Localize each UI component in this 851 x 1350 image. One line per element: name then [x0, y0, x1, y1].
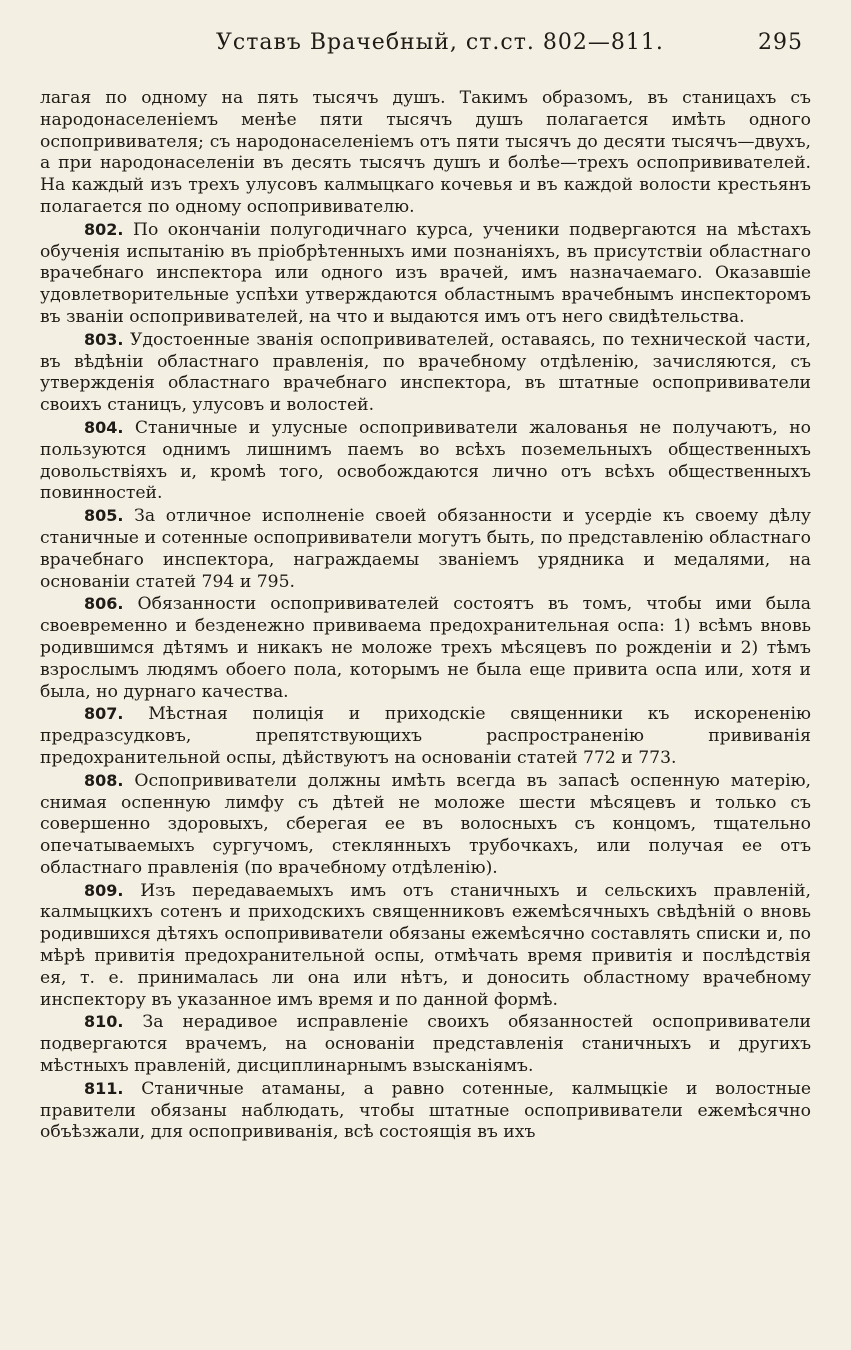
- paragraph-text: По окончаніи полугодичнаго курса, ученики подвергаются на мѣстахъ обученія испытанію въ пріобрѣтенныхъ ими познаніяхъ, въ присутствіи областнаго врачебнаго инспектора или одного изъ врачей, имъ назначаемаго. Оказавшіе удовлетворительные успѣхи утверждаются областнымъ врачебнымъ инспекторомъ въ званіи оспопрививателей, на что и выдаются имъ отъ него свидѣтельства.: [40, 219, 811, 327]
- paragraph-text: За отличное исполненіе своей обязанности и усердіе къ своему дѣлу станичные и сотенные оспопрививатели могутъ быть, по представленію областнаго врачебнаго инспектора, награждаемы званіемъ урядника и медалями, на основаніи статей 794 и 795.: [40, 506, 811, 592]
- article-807: [40, 703, 811, 769]
- paragraph-text: лагая по одному на пять тысячъ душъ. Такимъ образомъ, въ станицахъ съ народонаселеніемъ менѣе пяти тысячъ душъ полагается имѣть одного оспопрививателя; съ народонаселеніемъ отъ пяти тысячъ до десяти тысячъ—двухъ, а при народонаселеніи въ десять тысячъ душъ и болѣе—трехъ оспопрививателей. На каждый изъ трехъ улусовъ калмыцкаго кочевья и въ каждой волости крестьянъ полагается по одному оспопрививателю.: [40, 88, 811, 217]
- paragraph-text: Мѣстная полиція и приходскіе священники къ искорененію предразсудковъ, препятствующихъ распространенію прививанія предохранительной оспы, дѣйствуютъ на основаніи статей 772 и 773.: [40, 704, 812, 768]
- page-number: 295: [758, 30, 803, 55]
- article-811: [40, 1078, 811, 1144]
- article-number: 807.: [84, 704, 124, 724]
- article-number: 810.: [84, 1012, 124, 1032]
- article-805: [40, 505, 811, 593]
- body-text: [40, 88, 811, 1144]
- paragraph-text: Удостоенные званія оспопрививателей, оставаясь, по технической части, въ вѣдѣніи областнаго правленія, по врачебному отдѣленію, зачисляются, съ утвержденія областнаго врачебнаго инспектора, въ штатные оспопрививатели своихъ станицъ, улусовъ и волостей.: [40, 329, 811, 416]
- article-number: 811.: [84, 1078, 124, 1098]
- article-number: 805.: [84, 506, 124, 526]
- paragraph-text: За нерадивое исправленіе своихъ обязанностей оспопрививатели подвергаются врачемъ, на основаніи представленія станичныхъ и другихъ мѣстныхъ правленій, дисциплинарнымъ взысканіямъ.: [40, 1012, 811, 1077]
- paragraph-text: Станичные атаманы, а равно сотенные, калмыцкіе и волостные правители обязаны наблюдать, чтобы штатные оспопрививатели ежемѣсячно объѣзжали, для оспопрививанія, всѣ состоящія въ ихъ: [40, 1078, 811, 1143]
- article-number: 802.: [84, 219, 124, 239]
- article-803: [40, 329, 811, 417]
- article-804: [40, 417, 811, 505]
- article-number: 803.: [84, 329, 124, 349]
- article-809: [40, 880, 811, 1012]
- paragraph-text: Изъ передаваемыхъ имъ отъ станичныхъ и сельскихъ правленій, калмыцкихъ сотенъ и приходскихъ священниковъ ежемѣсячныхъ свѣдѣній о вновь родившихся дѣтяхъ оспопрививатели обязаны ежемѣсячно составлять списки и, по мѣрѣ привитія предохранительной оспы, отмѣчать время привитія и послѣдствія ея, т. е. принималась ли она или нѣтъ, и доносить областному врачебному инспектору въ указанное имъ время и по данной формѣ.: [40, 880, 811, 1010]
- continuation-paragraph: [40, 88, 811, 219]
- article-806: [40, 593, 811, 703]
- article-808: [40, 770, 811, 880]
- article-number: 804.: [84, 417, 124, 437]
- paragraph-text: Обязанности оспопрививателей состоятъ въ томъ, чтобы ими была своевременно и безденежно прививаема предохранительная оспа: 1) всѣмъ вновь родившимся дѣтямъ и никакъ не моложе трехъ мѣсяцевъ по рожденіи и 2) тѣмъ взрослымъ людямъ обоего пола, которымъ не была еще привита оспа или, хотя и была, но дурнаго качества.: [40, 594, 811, 702]
- article-number: 808.: [84, 770, 124, 790]
- running-header: [40, 30, 811, 68]
- article-810: [40, 1011, 811, 1077]
- paragraph-text: Станичные и улусные оспопрививатели жалованья не получаютъ, но пользуются однимъ лишнимъ паемъ во всѣхъ поземельныхъ общественныхъ довольствіяхъ и, кромѣ того, освобождаются лично отъ всѣхъ общественныхъ повинностей.: [40, 417, 811, 504]
- running-title: Уставъ Врачебный, ст.ст. 802—811.: [216, 30, 664, 55]
- article-number: 809.: [84, 880, 124, 900]
- article-number: 806.: [84, 594, 124, 614]
- article-802: [40, 219, 811, 329]
- paragraph-text: Оспопрививатели должны имѣть всегда въ запасѣ оспенную матерію, снимая оспенную лимфу съ дѣтей не моложе шести мѣсяцевъ и только съ совершенно здоровыхъ, сберегая ее въ волосныхъ съ концомъ, тщательно опечатываемыхъ сургучомъ, стеклянныхъ трубочкахъ, или получая ее отъ областнаго правленія (по врачебному отдѣленію).: [40, 770, 811, 878]
